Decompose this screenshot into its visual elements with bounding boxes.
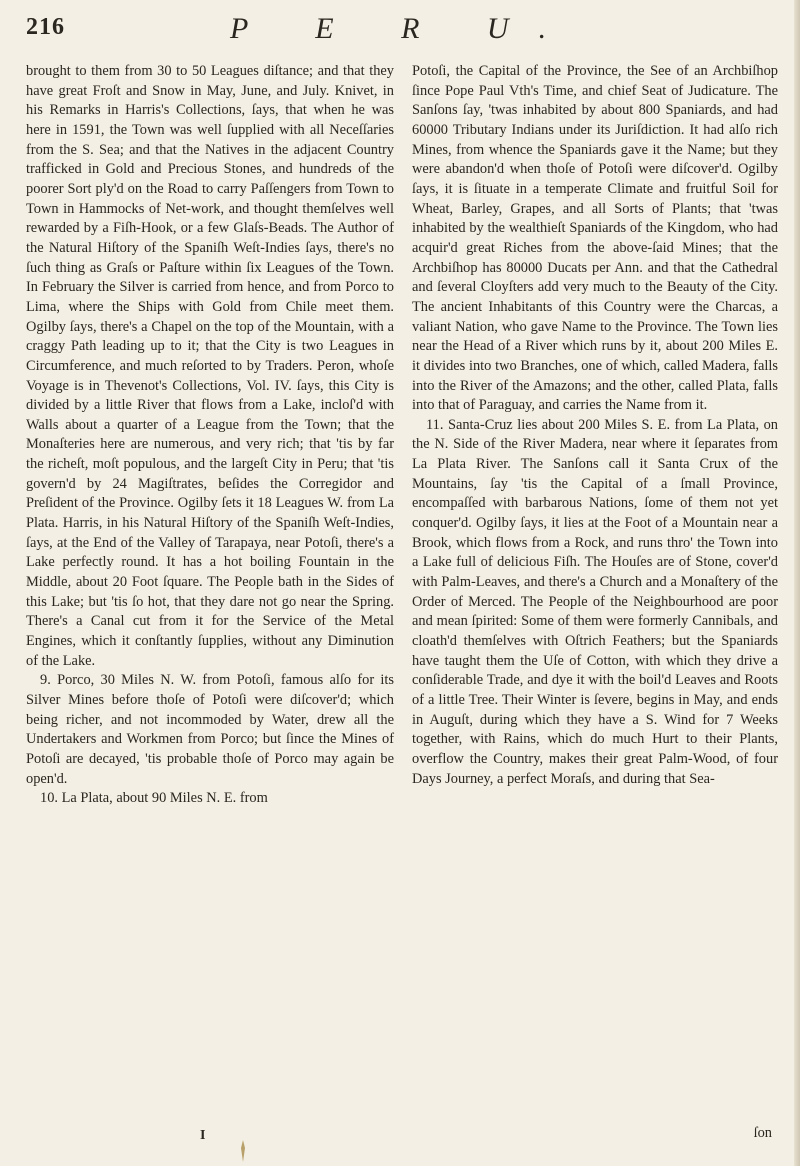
paragraph-la-plata-start: 10. La Plata, about 90 Miles N. E. from bbox=[40, 790, 268, 807]
left-column bbox=[26, 62, 394, 809]
right-column bbox=[412, 62, 778, 789]
paragraph-potosi: brought to them from 30 to 50 Leagues diſtance; and that they have great Froſt and Snow in May, June, and July. Knivet, in his Remarks in Harris's Collections, ſays, that when he was here in 1591, the Town was well ſupplied with all Neceſſaries from the S. Sea; and that the Natives in the adjacent Country trafficked in Gold and Precious Stones, and hundreds of the poorer Sort ply'd on the Road to carry Paſſengers from Town to Town in Hammocks of Net-work, and thought themſelves well rewarded by a Fiſh-Hook, or a few Glaſs-Beads. The Author of the Natural Hiſtory of the Spaniſh Weſt-Indies ſays, there's no ſuch thing as Graſs or Paſture within ſix Leagues of the Town. In February the Silver is carried from hence, and from Porco to Lima, where the Ships with Gold from Chile meet them. Ogilby ſays, there's a Chapel on the top of the Mountain, with a craggy Path leading up to it; that the City is two Leagues in Circumference, and much reſorted to by Traders. Peron, whoſe Voyage is in Thevenot's Collections, Vol. IV. ſays, this City is divided by a little River that flows from a Lake, incloſ'd with Walls about a quarter of a League from the Town; that the Monaſteries here are numerous, and very rich; that 'tis by far the richeſt, moſt populous, and the largeſt City in Peru; that 'tis govern'd by 24 Magiſtrates, beſides the Corregidor and Preſident of the Province. Ogilby ſets it 18 Leagues W. from La Plata. Harris, in his Natural Hiſtory of the Spaniſh Weſt-Indies, ſays, at the End of the Valley of Tarapaya, near Potoſi, there's a Lake perfectly round. It has a hot boiling Fountain in the Middle, about 20 Foot ſquare. The People bath in the Sides of this Lake; but 'tis ſo hot, that they dare not go near the Spring. There's a Canal cut from it for the Service of the Metal Engines, which it conſtantly ſupplies, without any Diminution of the Lake. bbox=[26, 63, 394, 669]
catchword: ſon bbox=[753, 1125, 772, 1141]
page-number: 216 bbox=[26, 14, 65, 40]
signature-mark: I bbox=[200, 1128, 206, 1143]
paragraph-santa-cruz: 11. Santa-Cruz lies about 200 Miles S. E. from La Plata, on the N. Side of the River Madera, near where it ſeparates from La Plata River. The Sanſons call it Santa Crux of the Mountains, ſay 'tis the Capital of a ſmall Province, encompaſſed with barbarous Nations, ſome of them not yet conquer'd. Ogilby ſays, it lies at the Foot of a Mountain near a Brook, which flows from a Rock, and runs thro' the Town into a Lake full of delicious Fiſh. The Houſes are of Stone, cover'd with Palm-Leaves, and there's a Church and a Monaſtery of the Order of Merced. The People of the Neighbourhood are poor and mean ſpirited: Some of them were formerly Cannibals, and cloath'd themſelves with Oſtrich Feathers; but the Spaniards have taught them the Uſe of Cotton, with which they drive a conſiderable Trade, and dye it with the boil'd Leaves and Roots of a little Tree. Their Winter is ſevere, begins in May, and ends in Auguſt, during which they have a S. Wind for 7 Weeks together, with Rains, which do much Hurt to their Plants, overflow the Country, makes their great Palm-Wood, of four Days Journey, a perfect Moraſs, and during that Sea- bbox=[412, 416, 778, 787]
paragraph-porco: 9. Porco, 30 Miles N. W. from Potoſi, famous alſo for its Silver Mines before thoſe of Potoſi were diſcover'd; which being richer, and not incommoded by Water, drew all the Undertakers and Workmen from Porco; but ſince the Mines of Potoſi are decayed, 'tis probable thoſe of Porco may again be open'd. bbox=[26, 672, 394, 787]
running-head: P E R U. bbox=[230, 12, 577, 45]
printer-mark-icon bbox=[238, 1140, 248, 1162]
paragraph-la-plata-continued: Potoſi, the Capital of the Province, the See of an Archbiſhop ſince Pope Paul Vth's Time, and chief Seat of Judicature. The Sanſons ſay, 'twas inhabited by about 800 Spaniards, and had 60000 Tributary Indians under its Juriſdiction. It had alſo rich Mines, from whence the Spaniards gave it the Name; but they were abandon'd when thoſe of Potoſi were diſcover'd. Ogilby ſays, it is ſituate in a temperate Climate and fruitful Soil for Wheat, Barley, Grapes, and all Sorts of Plants; that 'twas inhabited by the wealthieſt Spaniards of the Kingdom, who had acquir'd great Riches from the above-ſaid Mines; that the Archbiſhop has 80000 Ducats per Ann. and that the Cathedral and ſeveral Cloyſters add very much to the Beauty of the City. The ancient Inhabitants of this Country were the Charcas, a valiant Nation, who gave Name to the Province. The Town lies near the Head of a River which runs by it, about 200 Miles E. it divides into two Branches, one of which, called Madera, falls into the River of the Amazons; and the other, called Plata, falls into that of Paraguay, and carries the Name from it. bbox=[412, 63, 778, 414]
binding-edge bbox=[794, 0, 800, 1166]
